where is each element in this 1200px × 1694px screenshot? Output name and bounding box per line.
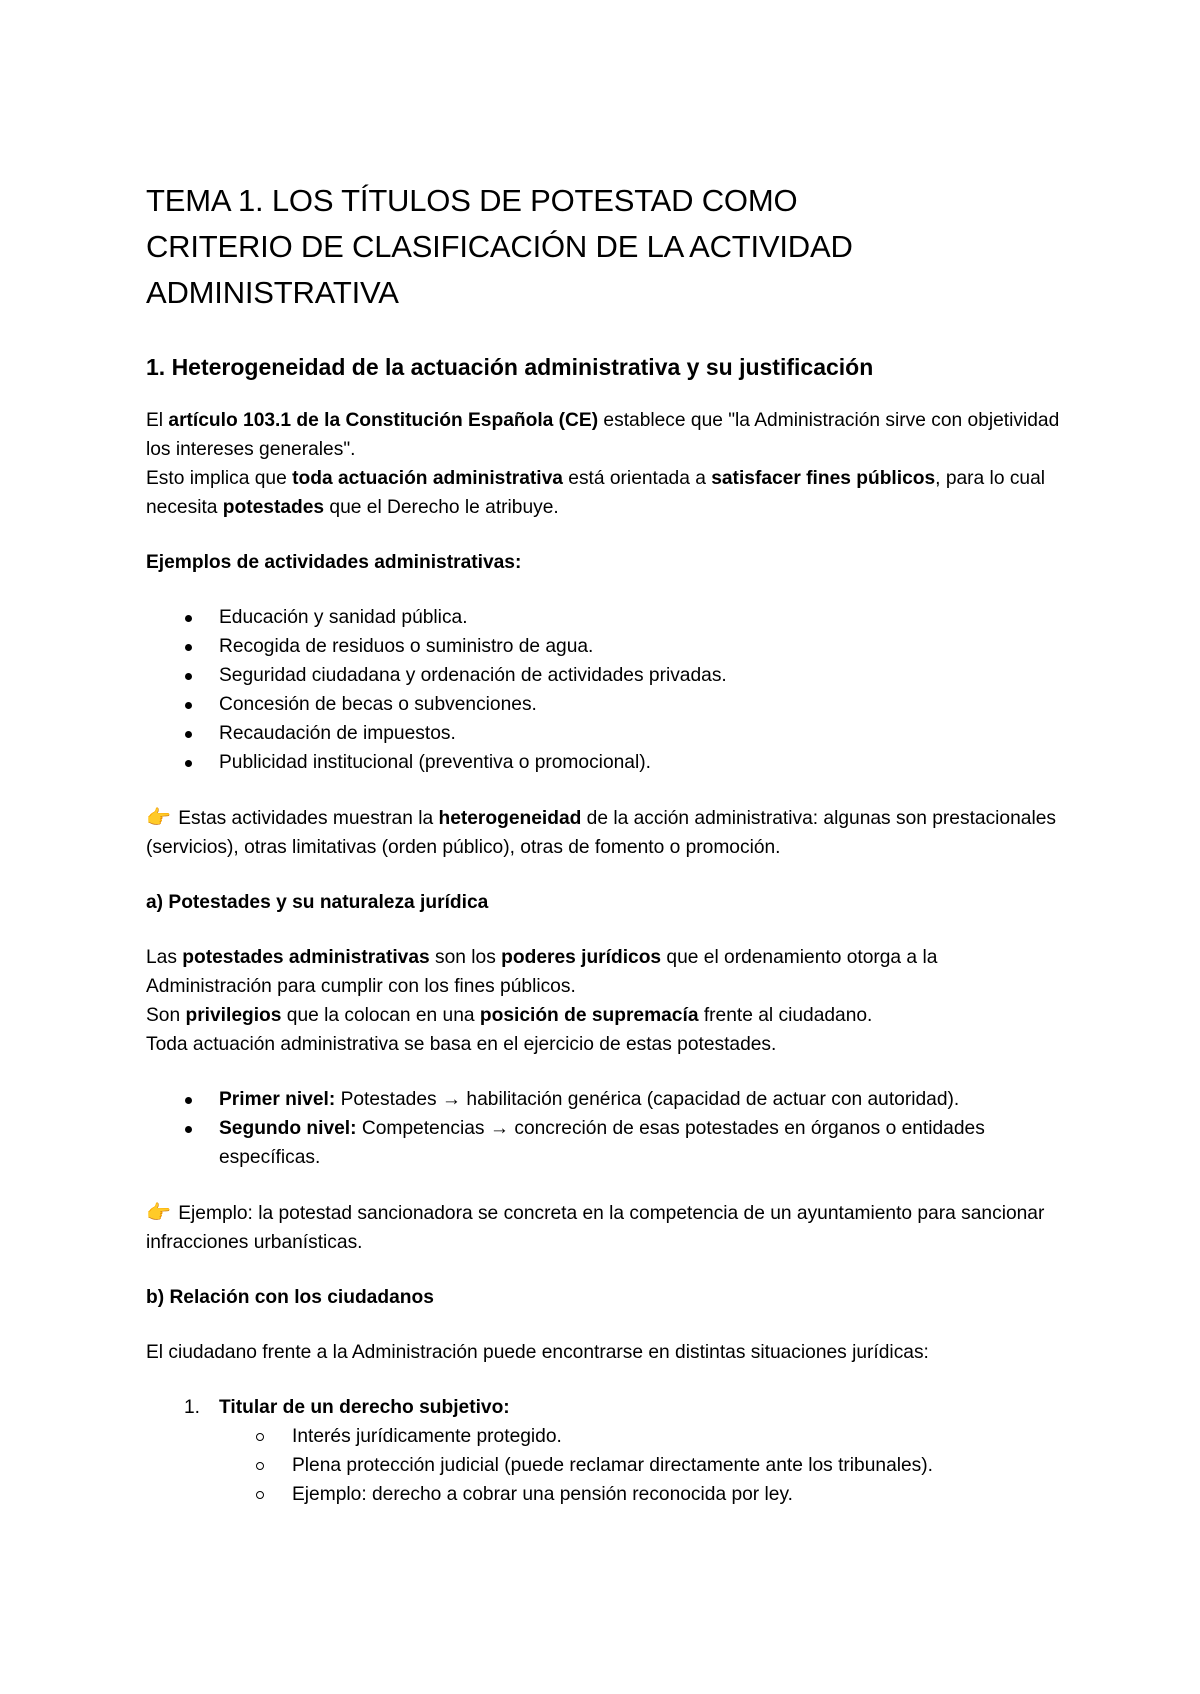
document-title [146, 178, 1066, 316]
hollow-bullet-icon [256, 1491, 264, 1499]
title-line-1: TEMA 1. LOS TÍTULOS DE POTESTAD COMO [146, 183, 798, 218]
list-item-text: Seguridad ciudadana y ordenación de actividades privadas. [219, 665, 727, 686]
text: establece que "la Administración sirve con objetividad los intereses generales". [146, 410, 1060, 460]
bold-text: toda actuación administrativa [292, 468, 563, 489]
bullet-icon [185, 673, 192, 680]
text: que el Derecho le atribuye. [324, 497, 559, 518]
list-item [146, 1114, 1066, 1172]
paragraph-privilegios [146, 1001, 1066, 1030]
bold-text: potestades administrativas [182, 947, 430, 968]
list-item [146, 1393, 1066, 1422]
paragraph-ciudadano: El ciudadano frente a la Administración puede encontrarse en distintas situaciones jurídicas: [146, 1342, 929, 1363]
bullet-icon [185, 1097, 192, 1104]
list-item-text: Competencias → concreción de esas potestades en órganos o entidades específicas. [219, 1118, 985, 1168]
bold-text: posición de supremacía [479, 1005, 699, 1026]
bold-text: Primer nivel: [219, 1089, 336, 1110]
bold-text: satisfacer fines públicos [711, 468, 936, 489]
text: El [146, 410, 169, 431]
list-item-text: Potestades → habilitación genérica (capacidad de actuar con autoridad). [335, 1089, 960, 1110]
examples-list [146, 603, 1066, 777]
text: Ejemplo: la potestad sancionadora se concreta en la competencia de un ayuntamiento para sancionar infracciones urbanísticas. [146, 1203, 1045, 1253]
list-item [146, 1480, 1066, 1509]
text: Las [146, 947, 183, 968]
section-a-heading: a) Potestades y su naturaleza jurídica [146, 892, 489, 913]
section-b-heading: b) Relación con los ciudadanos [146, 1287, 434, 1308]
bold-text: poderes jurídicos [501, 947, 662, 968]
list-item-text: Publicidad institucional (preventiva o promocional). [219, 752, 651, 773]
bold-text: heterogeneidad [438, 808, 582, 829]
subitems-list [146, 1422, 1066, 1509]
list-item [146, 1422, 1066, 1451]
note-heterogeneity [146, 803, 1066, 862]
bold-text: Segundo nivel: [219, 1118, 357, 1139]
bullet-icon [185, 1126, 192, 1133]
text: son los [429, 947, 502, 968]
list-item [146, 719, 1066, 748]
bullet-icon [185, 760, 192, 767]
pointing-hand-icon: 👉 [146, 805, 171, 829]
list-item [146, 1085, 1066, 1114]
text: Esto implica que [146, 468, 293, 489]
list-item [146, 661, 1066, 690]
list-item-text: Concesión de becas o subvenciones. [219, 694, 537, 715]
list-item [146, 1451, 1066, 1480]
list-item [146, 748, 1066, 777]
bullet-icon [185, 644, 192, 651]
title-line-3: ADMINISTRATIVA [146, 275, 399, 310]
paragraph-implication [146, 464, 1066, 522]
bold-text: Titular de un derecho subjetivo: [219, 1397, 510, 1418]
paragraph-actuacion: Toda actuación administrativa se basa en el ejercicio de estas potestades. [146, 1034, 777, 1055]
text: Estas actividades muestran la [172, 808, 439, 829]
bold-text: potestades [222, 497, 325, 518]
bold-text: artículo 103.1 de la Constitución Española (CE) [168, 410, 599, 431]
bullet-icon [185, 702, 192, 709]
hollow-bullet-icon [256, 1462, 264, 1470]
text: de la acción administrativa: algunas son prestacionales (servicios), otras limitativas (orden público), otras de fomento o promoción. [146, 808, 1056, 858]
list-item-text: Educación y sanidad pública. [219, 607, 468, 628]
bold-text: privilegios [185, 1005, 282, 1026]
document-page [146, 178, 1066, 1509]
list-item-text: Recaudación de impuestos. [219, 723, 456, 744]
list-item-text: Plena protección judicial (puede reclamar directamente ante los tribunales). [292, 1455, 933, 1476]
text: , para lo cual necesita [146, 468, 1046, 518]
pointing-hand-icon: 👉 [146, 1200, 171, 1224]
text: está orientada a [562, 468, 712, 489]
paragraph-article-103 [146, 406, 1066, 464]
note-example [146, 1198, 1066, 1257]
bullet-icon [185, 615, 192, 622]
paragraph-potestades [146, 943, 1066, 1001]
examples-heading: Ejemplos de actividades administrativas: [146, 552, 522, 573]
title-line-2: CRITERIO DE CLASIFICACIÓN DE LA ACTIVIDAD [146, 229, 853, 264]
bullet-icon [185, 731, 192, 738]
list-item [146, 603, 1066, 632]
list-item-text: Interés jurídicamente protegido. [292, 1426, 562, 1447]
text: Son [146, 1005, 186, 1026]
levels-list [146, 1085, 1066, 1172]
text: que el ordenamiento otorga a la Administración para cumplir con los fines públicos. [146, 947, 938, 997]
section-1-heading: 1. Heterogeneidad de la actuación administrativa y su justificación [146, 354, 874, 380]
text: que la colocan en una [281, 1005, 480, 1026]
list-item-text: Ejemplo: derecho a cobrar una pensión reconocida por ley. [292, 1484, 793, 1505]
list-number: 1. [184, 1397, 201, 1418]
list-item [146, 690, 1066, 719]
list-item-text: Recogida de residuos o suministro de agua. [219, 636, 594, 657]
text: frente al ciudadano. [698, 1005, 873, 1026]
situations-list [146, 1393, 1066, 1422]
hollow-bullet-icon [256, 1433, 264, 1441]
list-item [146, 632, 1066, 661]
